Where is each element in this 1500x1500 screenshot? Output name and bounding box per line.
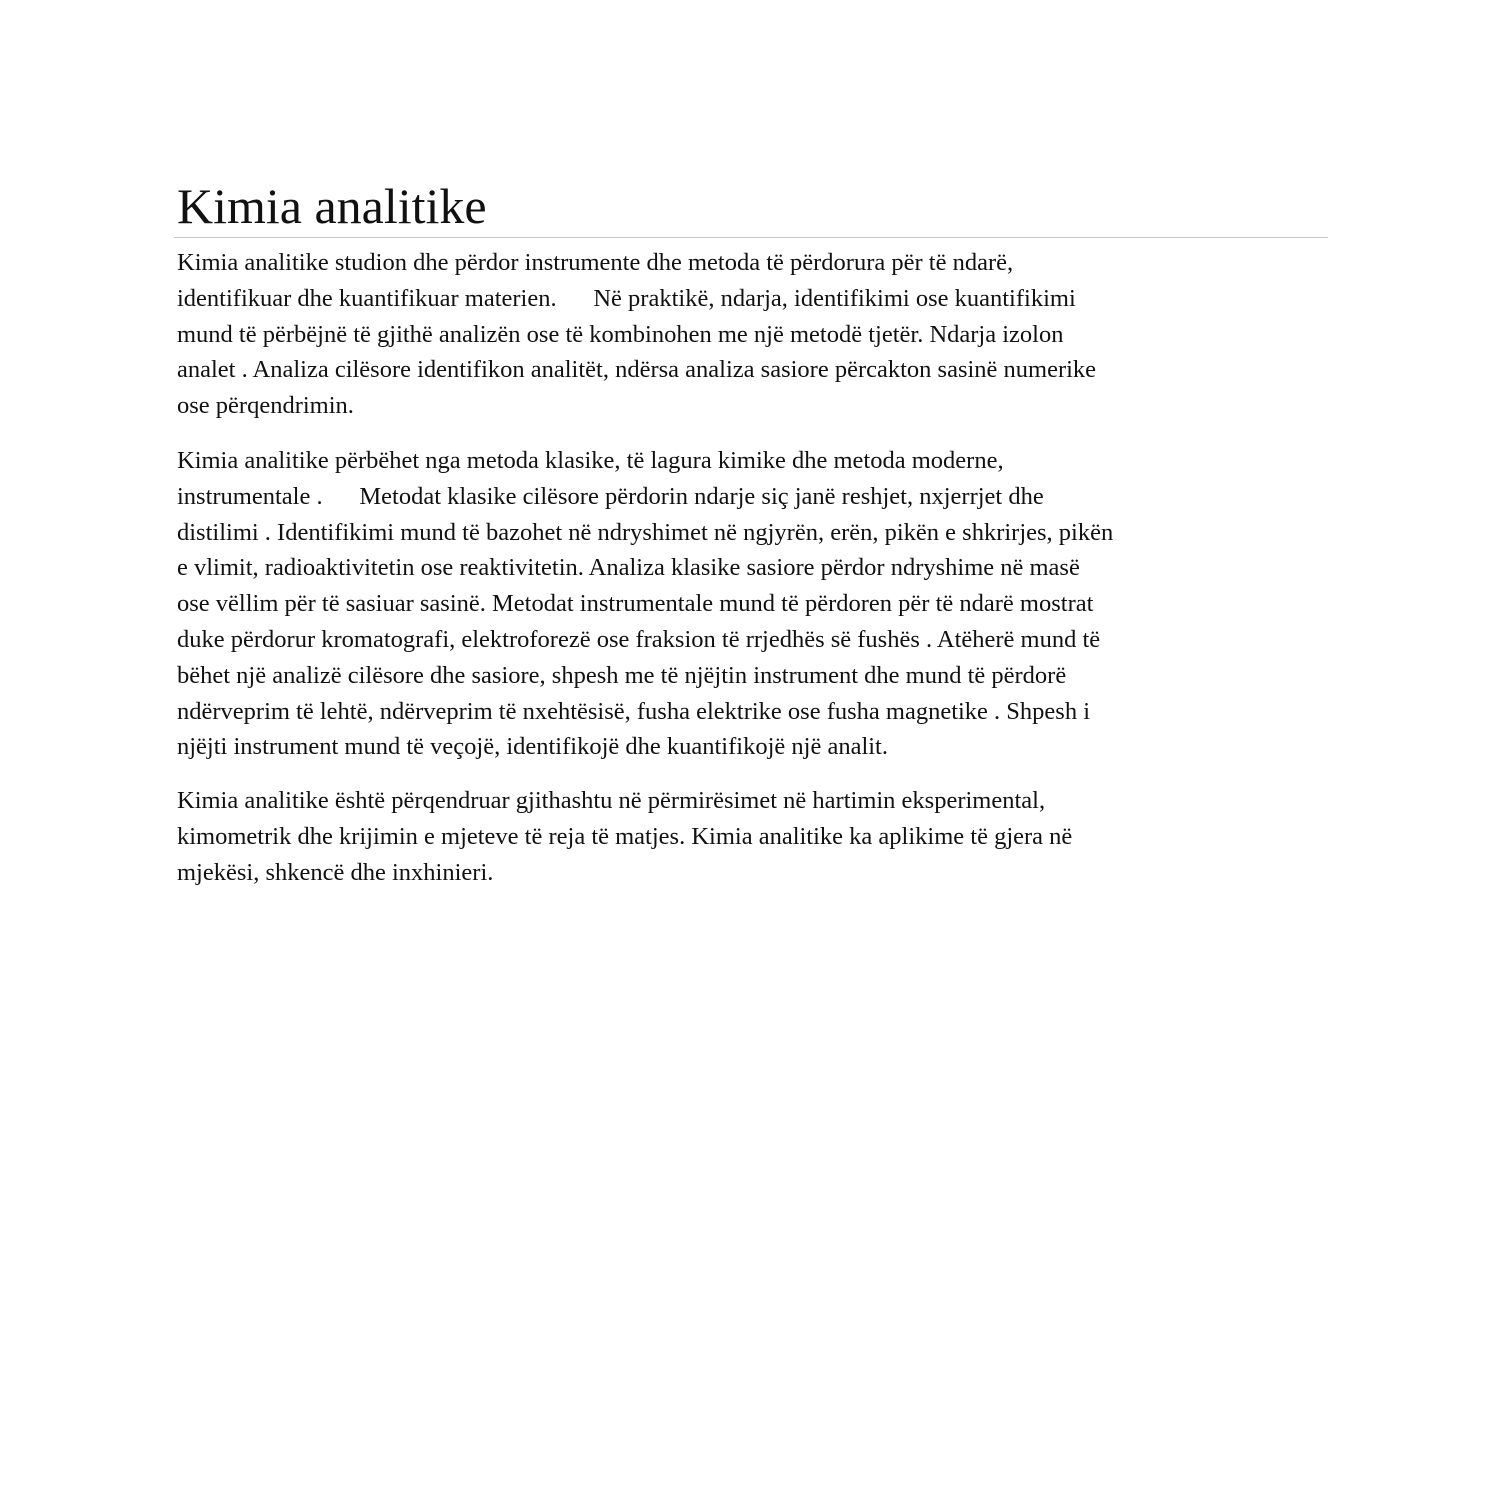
text-line: ose vëllim për të sasiuar sasinë. Metodat instrumentale mund të përdoren për të ndarë mostrat [177, 590, 1094, 618]
paragraph-2 [177, 443, 1113, 765]
text-line: duke përdorur kromatografi, elektroforezë ose fraksion të rrjedhës së fushës . Atëherë mund të [177, 625, 1101, 653]
text-line: Kimia analitike është përqendruar gjithashtu në përmirësimet në hartimin eksperimental, [177, 787, 1046, 814]
text-line: Kimia analitike studion dhe përdor instrumente dhe metoda të përdorura për të ndarë, [177, 249, 1014, 276]
title-underline [174, 237, 1328, 238]
paragraph-1 [177, 245, 1096, 424]
text-line: instrumentale . Metodat klasike cilësore përdorin ndarje siç janë reshjet, nxjerrjet dhe [177, 482, 1044, 510]
text-line: bëhet një analizë cilësore dhe sasiore, shpesh me të njëjtin instrument dhe mund të përdorë [177, 661, 1067, 689]
text-line: ndërveprim të lehtë, ndërveprim të nxehtësisë, fusha elektrike ose fusha magnetike . Shpesh i [177, 697, 1091, 725]
text-line: analet . Analiza cilësore identifikon analitët, ndërsa analiza sasiore përcakton sasinë numerike [177, 356, 1097, 384]
text-line: kimometrik dhe krijimin e mjeteve të reja të matjes. Kimia analitike ka aplikime të gjera në [177, 822, 1073, 850]
text-line: e vlimit, radioaktivitetin ose reaktivitetin. Analiza klasike sasiore përdor ndryshime në masë [177, 554, 1080, 582]
text-line: Kimia analitike përbëhet nga metoda klasike, të lagura kimike dhe metoda moderne, [177, 447, 1004, 474]
text-line: njëjti instrument mund të veçojë, identifikojë dhe kuantifikojë një analit. [177, 733, 888, 761]
text-line: mund të përbëjnë të gjithë analizën ose të kombinohen me një metodë tjetër. Ndarja izolon [177, 320, 1064, 348]
text-line: mjekësi, shkencë dhe inxhinieri. [177, 858, 494, 886]
text-line: distilimi . Identifikimi mund të bazohet në ndryshimet në ngjyrën, erën, pikën e shkrirjes, pikën [177, 518, 1114, 546]
text-line: identifikuar dhe kuantifikuar materien. Në praktikë, ndarja, identifikimi ose kuantifikimi [177, 284, 1076, 312]
document-title: Kimia analitike [177, 178, 487, 234]
text-line: ose përqendrimin. [177, 392, 354, 420]
paragraph-3 [177, 783, 1072, 890]
